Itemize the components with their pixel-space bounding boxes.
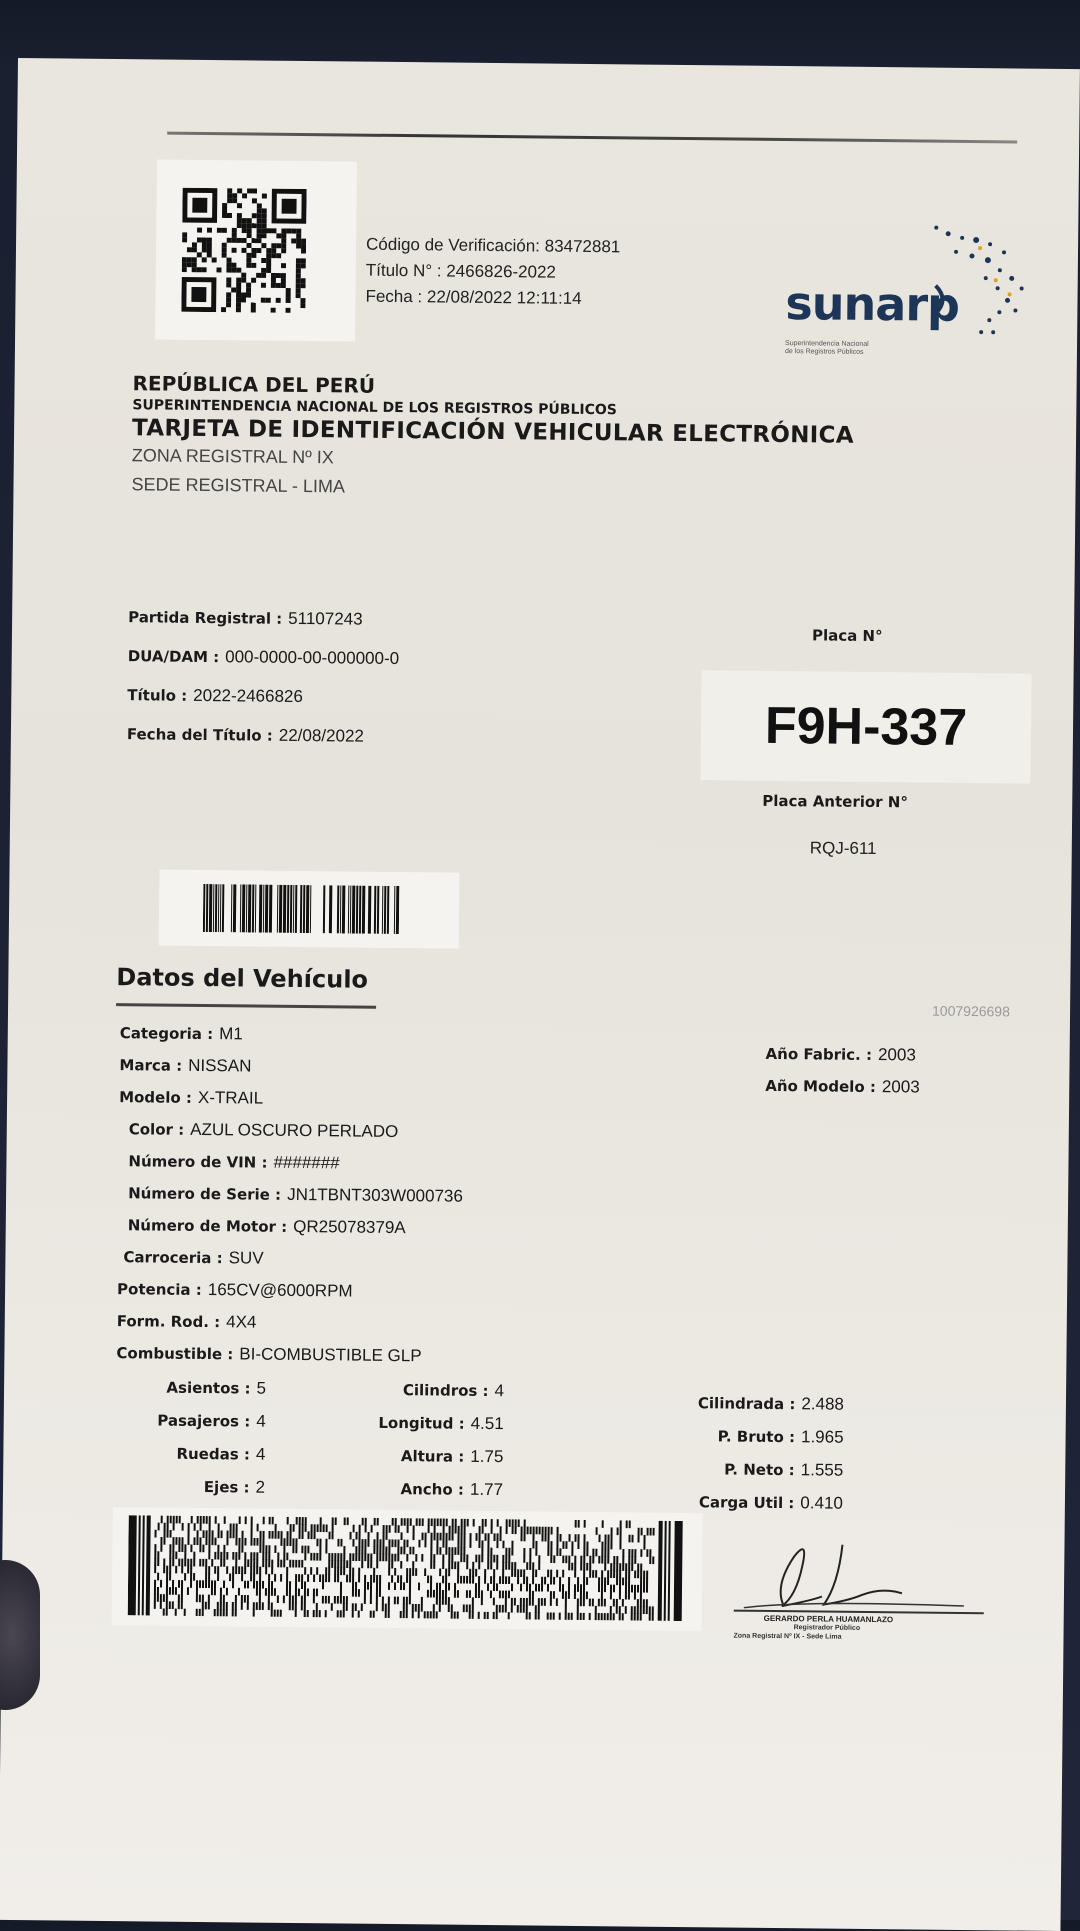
cilindros-value: 4: [494, 1381, 505, 1401]
ejes-label: Ejes :: [203, 1478, 250, 1497]
serie-label: Número de Serie :: [128, 1184, 282, 1204]
logo-subtitle-line2: de los Registros Públicos: [784, 348, 864, 356]
signer-office: Zona Registral Nº IX - Sede Lima: [733, 1632, 842, 1641]
anio-modelo-label: Año Modelo :: [765, 1076, 876, 1097]
ruedas-value: 4: [255, 1444, 266, 1464]
longitud-label: Longitud :: [378, 1413, 465, 1433]
titulo-label: Título :: [127, 686, 188, 705]
sunarp-logo: [785, 206, 1047, 369]
carga-label: Carga Util :: [698, 1493, 795, 1513]
signer-role: Registrador Público: [793, 1624, 861, 1632]
dua-label: DUA/DAM :: [127, 647, 220, 667]
previous-plate-value: RQJ-611: [809, 838, 877, 859]
color-label: Color :: [128, 1120, 185, 1139]
categoria-value: M1: [219, 1024, 243, 1044]
qr-code-icon: [155, 159, 357, 341]
ejes-row: [115, 1476, 265, 1511]
registry-office: SEDE REGISTRAL - LIMA: [131, 474, 346, 497]
anio-fabric-value: 2003: [877, 1045, 916, 1065]
pneto-value: 1.555: [800, 1460, 844, 1480]
pasajeros-label: Pasajeros :: [157, 1411, 251, 1431]
pbruto-row: [643, 1426, 843, 1461]
cilindros-row: [344, 1379, 504, 1414]
pbruto-label: P. Bruto :: [717, 1427, 796, 1447]
logo-subtitle-line1: Superintendencia Nacional: [785, 340, 869, 348]
specs-col-2: [343, 1379, 504, 1513]
categoria-label: Categoria :: [119, 1024, 214, 1044]
registry-info: [127, 607, 400, 766]
agency-title: SUPERINTENDENCIA NACIONAL DE LOS REGISTROS PÚBLICOS: [132, 397, 617, 419]
combustible-label: Combustible :: [116, 1344, 234, 1364]
modelo-row: [119, 1087, 464, 1123]
marca-row: [119, 1055, 464, 1091]
vin-label: Número de VIN :: [128, 1152, 268, 1172]
signature-icon: [724, 1535, 985, 1618]
fecha-titulo-value: 22/08/2022: [278, 725, 365, 746]
vin-value: #######: [273, 1152, 340, 1173]
signer-name: GERARDO PERLA HUAMANLAZO: [763, 1613, 894, 1625]
verification-code: Código de Verificación: 83472881: [365, 234, 621, 257]
title-number: Título N° : 2466826-2022: [365, 260, 557, 282]
pdf417-barcode-icon: [112, 1507, 703, 1631]
partida-value: 51107243: [288, 608, 363, 629]
ancho-value: 1.77: [469, 1479, 504, 1500]
potencia-label: Potencia :: [117, 1280, 202, 1299]
document-sheet: [0, 58, 1080, 1931]
section-underline: [116, 1003, 376, 1009]
anio-fabric-label: Año Fabric. :: [765, 1044, 873, 1064]
sunarp-subtitle: [785, 340, 925, 357]
plate-number: F9H-337: [764, 696, 968, 757]
asientos-label: Asientos :: [166, 1378, 251, 1398]
anio-modelo-value: 2003: [881, 1077, 920, 1097]
combustible-row: [116, 1343, 461, 1379]
document-heading: [131, 371, 854, 503]
motor-row: [118, 1215, 463, 1251]
signature-block: [723, 1535, 984, 1648]
modelo-label: Modelo :: [119, 1088, 193, 1107]
country-title: REPÚBLICA DEL PERÚ: [132, 371, 376, 398]
formrod-value: 4X4: [226, 1312, 257, 1332]
longitud-value: 4.51: [470, 1413, 504, 1434]
altura-value: 1.75: [470, 1446, 504, 1467]
previous-plate-label: Placa Anterior N°: [762, 791, 909, 812]
cilindros-label: Cilindros :: [402, 1381, 489, 1401]
modelo-value: X-TRAIL: [197, 1087, 264, 1108]
combustible-value: BI-COMBUSTIBLE GLP: [239, 1344, 422, 1366]
vin-row: [118, 1151, 463, 1187]
cilindrada-value: 2.488: [801, 1394, 845, 1414]
specs-col-1: [115, 1377, 266, 1511]
asientos-value: 5: [256, 1378, 267, 1398]
year-data: [765, 1044, 920, 1110]
top-rule: [167, 132, 1017, 144]
carroceria-row: [117, 1247, 462, 1283]
cilindrada-label: Cilindrada :: [697, 1394, 796, 1414]
dua-value: 000-0000-00-000000-0: [225, 647, 400, 669]
ruedas-label: Ruedas :: [176, 1444, 251, 1464]
longitud-row: [343, 1412, 503, 1447]
sunarp-wordmark: sunarp: [785, 276, 960, 332]
categoria-row: [120, 1023, 465, 1059]
potencia-row: [117, 1279, 462, 1315]
fecha-titulo-label: Fecha del Título :: [126, 725, 273, 745]
barcode-icon: [159, 870, 460, 949]
document-title: TARJETA DE IDENTIFICACIÓN VEHICULAR ELECTRÓNICA: [131, 415, 855, 449]
plate-label: Placa N°: [811, 626, 883, 646]
marca-value: NISSAN: [188, 1055, 252, 1076]
cilindrada-row: [644, 1393, 844, 1428]
motor-label: Número de Motor :: [127, 1216, 288, 1236]
altura-row: [343, 1445, 503, 1480]
titulo-row: [127, 685, 399, 727]
partida-label: Partida Registral :: [128, 608, 283, 628]
titulo-value: 2022-2466826: [193, 685, 303, 707]
carroceria-label: Carroceria :: [123, 1248, 223, 1268]
pasajeros-value: 4: [256, 1411, 266, 1431]
pbruto-value: 1.965: [800, 1427, 844, 1447]
color-row: [119, 1119, 464, 1155]
potencia-value: 165CV@6000RPM: [207, 1280, 353, 1301]
specs-col-3: [643, 1393, 844, 1527]
anio-fabric-row: [765, 1044, 920, 1078]
ejes-value: 2: [255, 1477, 266, 1497]
plate-box: [700, 670, 1031, 783]
formrod-row: [117, 1311, 462, 1347]
faint-serial: 1007926698: [931, 1002, 1011, 1020]
vehicle-data: [116, 1023, 464, 1379]
vehicle-section-title: Datos del Vehículo: [116, 963, 369, 994]
verification-block: [365, 232, 620, 313]
pasajeros-row: [116, 1410, 266, 1445]
partida-row: [128, 607, 400, 649]
ruedas-row: [115, 1443, 265, 1478]
anio-modelo-row: [765, 1076, 920, 1110]
motor-value: QR25078379A: [293, 1216, 406, 1238]
marca-label: Marca :: [119, 1056, 183, 1075]
carroceria-value: SUV: [228, 1248, 264, 1268]
issue-date: Fecha : 22/08/2022 12:11:14: [365, 286, 582, 308]
registry-zone: ZONA REGISTRAL Nº IX: [131, 445, 334, 468]
serie-row: [118, 1183, 463, 1219]
altura-label: Altura :: [400, 1447, 465, 1466]
ancho-label: Ancho :: [400, 1480, 465, 1499]
formrod-label: Form. Rod. :: [116, 1312, 221, 1332]
asientos-row: [116, 1377, 266, 1412]
color-value: AZUL OSCURO PERLADO: [190, 1119, 399, 1142]
ancho-row: [343, 1478, 503, 1513]
dua-row: [127, 646, 399, 688]
pneto-row: [643, 1459, 843, 1494]
thumb-shadow: [0, 1560, 40, 1710]
fecha-titulo-row: [127, 724, 399, 766]
serie-value: JN1TBNT303W000736: [287, 1184, 463, 1206]
pneto-label: P. Neto :: [724, 1460, 795, 1480]
carga-value: 0.410: [800, 1493, 844, 1513]
